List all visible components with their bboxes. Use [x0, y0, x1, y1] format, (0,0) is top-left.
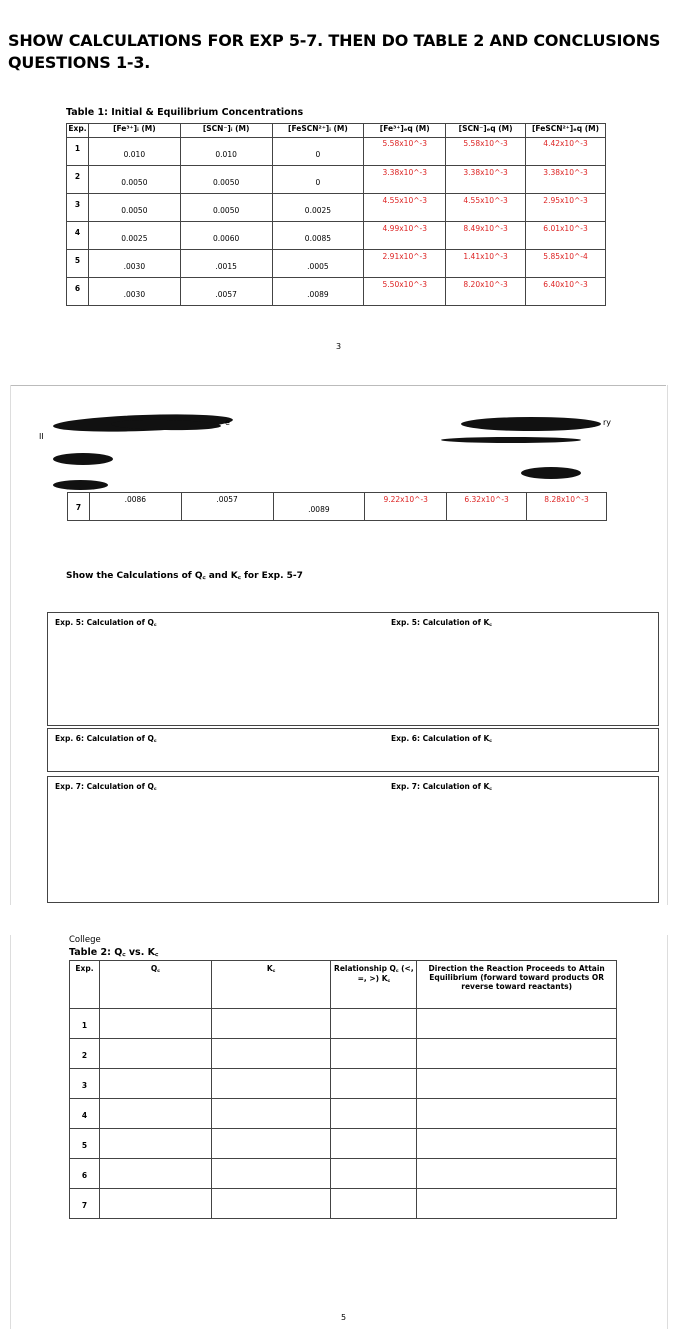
table1-header: [Fe³⁺]ₑq (M)	[364, 124, 446, 138]
exp-number: 4	[81, 1111, 88, 1120]
table-row	[70, 1069, 617, 1099]
relationship-cell[interactable]	[331, 1009, 417, 1039]
table-row	[70, 1159, 617, 1189]
table1	[66, 123, 606, 306]
table2-title: Table 2: Q꜀ vs. K꜀	[69, 947, 159, 958]
direction-cell[interactable]	[417, 1189, 617, 1219]
worksheet-page-4	[10, 385, 668, 905]
fe-equilibrium: 2.91x10^-3	[382, 252, 427, 261]
exp-number: 5	[81, 1141, 88, 1150]
redaction-mark	[53, 480, 108, 490]
table2-header-exp: Exp.	[70, 961, 100, 1009]
fescn-initial: 0	[315, 178, 321, 187]
table1-header-row	[67, 124, 606, 138]
table1-header: Exp.	[67, 124, 89, 138]
exp-number: 3	[81, 1081, 88, 1090]
fe-equilibrium: 4.99x10^-3	[382, 224, 427, 233]
fescn-equilibrium: 4.42x10^-3	[543, 139, 588, 148]
table2-header-kc: K꜀	[211, 961, 331, 1009]
exp5-box	[47, 612, 659, 726]
page-heading: SHOW CALCULATIONS FOR EXP 5-7. THEN DO TABLE 2 AND CONCLUSIONS QUESTIONS 1-3.	[8, 31, 661, 72]
relationship-cell[interactable]	[331, 1099, 417, 1129]
redaction-mark	[461, 417, 601, 431]
table-row	[67, 194, 606, 222]
direction-cell[interactable]	[417, 1009, 617, 1039]
fescn-equilibrium: 6.40x10^-3	[543, 280, 588, 289]
scn-initial: 0.0050	[213, 206, 240, 215]
scn-initial: 0.0060	[213, 234, 240, 243]
fe-initial: .0030	[123, 262, 146, 271]
direction-cell[interactable]	[417, 1129, 617, 1159]
exp7-q-label: Exp. 7: Calculation of Q꜀	[55, 782, 157, 791]
kc-cell[interactable]	[211, 1039, 331, 1069]
relationship-cell[interactable]	[331, 1189, 417, 1219]
scn-equilibrium: 8.20x10^-3	[463, 280, 508, 289]
scn-equilibrium: 1.41x10^-3	[463, 252, 508, 261]
exp7-box	[47, 776, 659, 903]
direction-cell[interactable]	[417, 1039, 617, 1069]
qc-cell[interactable]	[99, 1009, 211, 1039]
exp-number: 2	[74, 172, 81, 181]
fescn-equilibrium: 6.01x10^-3	[543, 224, 588, 233]
kc-cell[interactable]	[211, 1099, 331, 1129]
table1-title: Table 1: Initial & Equilibrium Concentrations	[66, 107, 304, 118]
exp-number: 7	[75, 503, 82, 512]
qc-cell[interactable]	[99, 1069, 211, 1099]
scn-equilibrium: 6.32x10^-3	[464, 495, 509, 504]
table1-header: [SCN⁻]ᵢ (M)	[180, 124, 272, 138]
fe-initial: .0030	[123, 290, 146, 299]
fe-equilibrium: 5.58x10^-3	[382, 139, 427, 148]
fescn-initial: .0089	[307, 290, 329, 299]
roman-numeral: II	[39, 432, 44, 441]
qc-cell[interactable]	[99, 1039, 211, 1069]
scn-equilibrium: 4.55x10^-3	[463, 196, 508, 205]
fe-equilibrium: 5.50x10^-3	[382, 280, 427, 289]
page-number: 3	[336, 342, 342, 351]
table-row	[67, 278, 606, 306]
exp5-q-label: Exp. 5: Calculation of Q꜀	[55, 618, 157, 627]
table1-header: [FeSCN²⁺]ₑq (M)	[526, 124, 606, 138]
scn-initial: .0057	[215, 290, 237, 299]
fe-equilibrium: 4.55x10^-3	[382, 196, 427, 205]
exp-number: 1	[81, 1021, 88, 1030]
worksheet-page-3	[10, 90, 666, 386]
fe-initial: .0086	[124, 495, 147, 504]
table2	[69, 960, 617, 1219]
table-row	[67, 166, 606, 194]
exp-number: 3	[74, 200, 81, 209]
fescn-initial: 0.0085	[304, 234, 332, 243]
fescn-initial: .0089	[308, 505, 330, 514]
calculations-title: Show the Calculations of Q꜀ and K꜀ for Exp. 5-7	[66, 571, 303, 581]
table2-header-direction: Direction the Reaction Proceeds to Attain Equilibrium (forward toward products OR reverse toward reactants)	[417, 961, 617, 1009]
fescn-initial: 0.0025	[304, 206, 332, 215]
scn-initial: .0057	[216, 495, 238, 504]
qc-cell[interactable]	[99, 1129, 211, 1159]
exp-number: 6	[74, 284, 81, 293]
table1-header: [Fe³⁺]ᵢ (M)	[88, 124, 180, 138]
fescn-equilibrium: 5.85x10^-4	[543, 252, 588, 261]
worksheet-page-5	[10, 935, 668, 1329]
exp6-q-label: Exp. 6: Calculation of Q꜀	[55, 734, 157, 743]
table1-header: [FeSCN²⁺]ᵢ (M)	[272, 124, 364, 138]
fe-initial: 0.0025	[121, 234, 148, 243]
fe-equilibrium: 3.38x10^-3	[382, 168, 427, 177]
table-row	[70, 1099, 617, 1129]
table-row	[67, 222, 606, 250]
kc-cell[interactable]	[211, 1009, 331, 1039]
kc-cell[interactable]	[211, 1129, 331, 1159]
scn-equilibrium: 8.49x10^-3	[463, 224, 508, 233]
table2-header-qc: Q꜀	[99, 961, 211, 1009]
exp-number: 7	[81, 1201, 88, 1210]
partial-text: e	[225, 418, 230, 427]
redaction-mark	[53, 453, 113, 465]
scn-initial: .0015	[215, 262, 237, 271]
direction-cell[interactable]	[417, 1099, 617, 1129]
scn-initial: 0.010	[215, 150, 237, 159]
table-row	[67, 138, 606, 166]
fe-initial: 0.0050	[121, 206, 148, 215]
exp6-k-label: Exp. 6: Calculation of K꜀	[391, 734, 492, 743]
fescn-equilibrium: 3.38x10^-3	[543, 168, 588, 177]
exp-number: 5	[74, 256, 81, 265]
fescn-equilibrium: 2.95x10^-3	[543, 196, 588, 205]
fescn-equilibrium: 8.28x10^-3	[544, 495, 589, 504]
scn-equilibrium: 5.58x10^-3	[463, 139, 508, 148]
qc-cell[interactable]	[99, 1189, 211, 1219]
fe-equilibrium: 9.22x10^-3	[383, 495, 428, 504]
college-label: College	[69, 935, 101, 945]
exp7-k-label: Exp. 7: Calculation of K꜀	[391, 782, 492, 791]
kc-cell[interactable]	[211, 1069, 331, 1099]
table-row	[70, 1039, 617, 1069]
exp-number: 6	[81, 1171, 88, 1180]
fe-initial: 0.010	[123, 150, 146, 159]
kc-cell[interactable]	[211, 1159, 331, 1189]
partial-text: ry	[603, 418, 612, 427]
scn-initial: 0.0050	[213, 178, 240, 187]
table-row	[67, 250, 606, 278]
qc-cell[interactable]	[99, 1159, 211, 1189]
exp-number: 2	[81, 1051, 88, 1060]
relationship-cell[interactable]	[331, 1159, 417, 1189]
fescn-initial: .0005	[307, 262, 329, 271]
direction-cell[interactable]	[417, 1069, 617, 1099]
relationship-cell[interactable]	[331, 1039, 417, 1069]
kc-cell[interactable]	[211, 1189, 331, 1219]
table-row	[70, 1129, 617, 1159]
table1-row7	[67, 492, 607, 521]
table-row	[70, 1009, 617, 1039]
relationship-cell[interactable]	[331, 1069, 417, 1099]
table2-header-row	[70, 961, 617, 1009]
exp-number: 4	[74, 228, 81, 237]
table-row	[70, 1189, 617, 1219]
qc-cell[interactable]	[99, 1099, 211, 1129]
direction-cell[interactable]	[417, 1159, 617, 1189]
table2-header-relationship: Relationship Q꜀ (<, =, >) K꜀	[331, 961, 417, 1009]
fe-initial: 0.0050	[121, 178, 148, 187]
page-number: 5	[341, 1313, 347, 1322]
exp-number: 1	[74, 144, 81, 153]
redaction-mark	[521, 467, 581, 479]
redaction-mark	[441, 437, 581, 443]
exp5-k-label: Exp. 5: Calculation of K꜀	[391, 618, 492, 627]
fescn-initial: 0	[315, 150, 321, 159]
table-row	[68, 493, 607, 521]
scn-equilibrium: 3.38x10^-3	[463, 168, 508, 177]
relationship-cell[interactable]	[331, 1129, 417, 1159]
table1-header: [SCN⁻]ₑq (M)	[446, 124, 526, 138]
